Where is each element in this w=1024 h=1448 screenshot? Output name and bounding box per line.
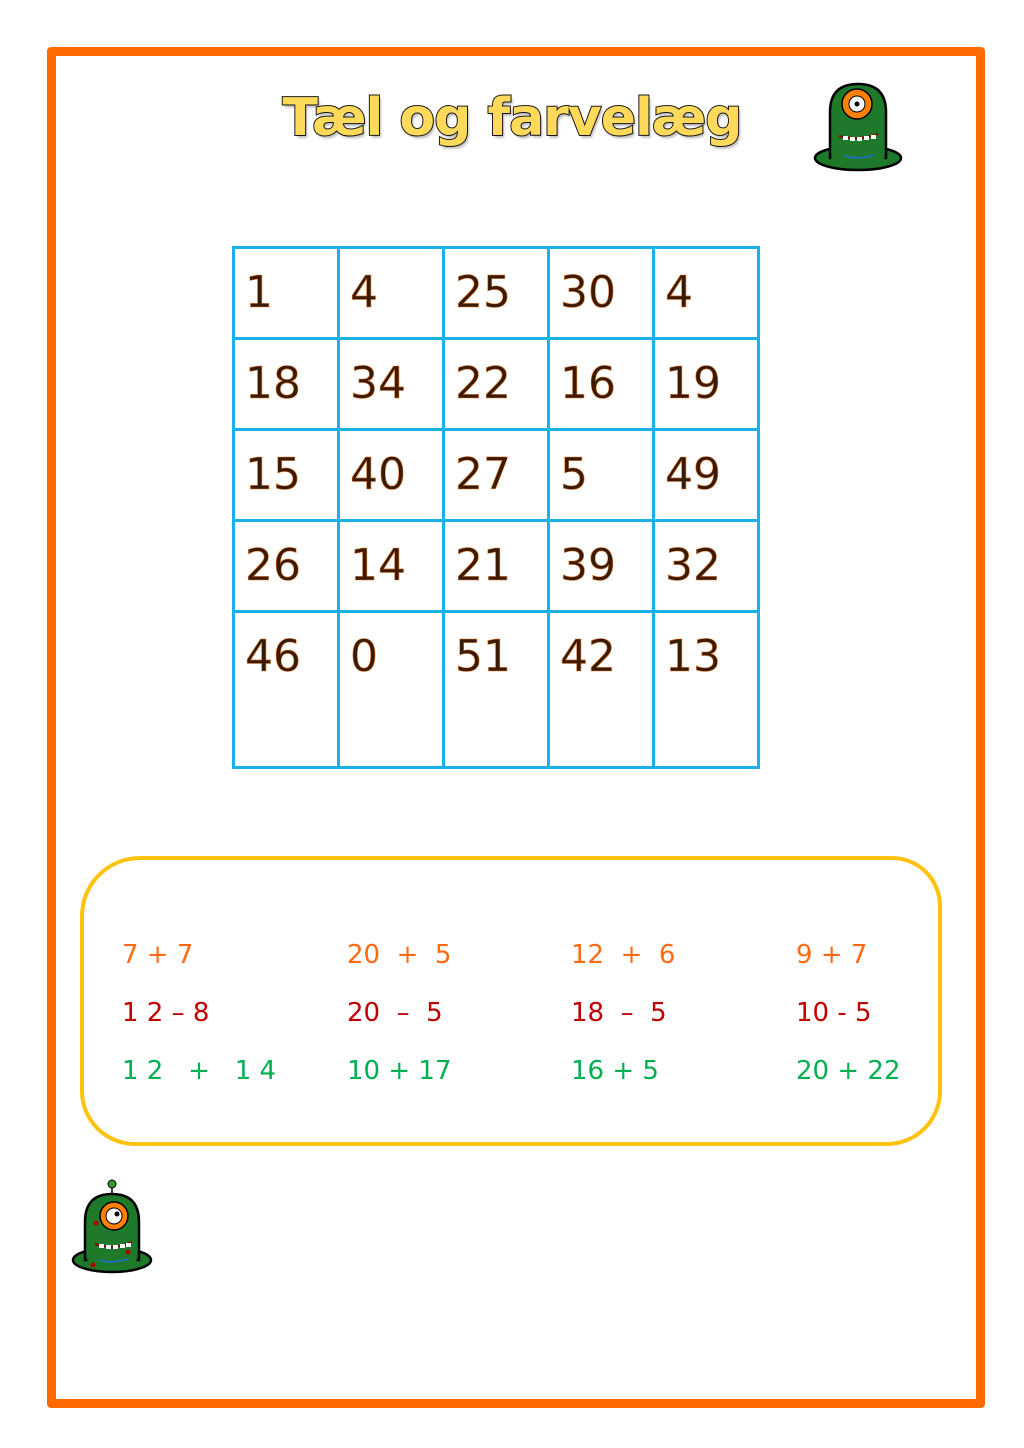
grid-cell[interactable]: 16 [549, 339, 654, 430]
grid-cell[interactable]: 39 [549, 521, 654, 612]
monster-icon [70, 1178, 154, 1276]
grid-cell[interactable]: 46 [234, 612, 339, 768]
task-addition: 9 + 7 [796, 940, 868, 970]
grid-cell[interactable]: 19 [654, 339, 759, 430]
page-title: Tæl og farvelæg [282, 88, 742, 148]
grid-row [234, 248, 759, 339]
monster-icon [812, 78, 904, 174]
task-addition-large: 16 + 5 [571, 1056, 659, 1086]
grid-cell[interactable]: 15 [234, 430, 339, 521]
grid-cell[interactable]: 18 [234, 339, 339, 430]
grid-cell[interactable]: 51 [444, 612, 549, 768]
task-column [796, 935, 900, 1109]
task-column [347, 935, 451, 1109]
task-subtraction: 1 2 – 8 [122, 998, 210, 1028]
grid-cell[interactable]: 32 [654, 521, 759, 612]
task-subtraction: 10 - 5 [796, 998, 872, 1028]
grid-row [234, 612, 759, 768]
grid-row [234, 430, 759, 521]
grid-cell[interactable]: 22 [444, 339, 549, 430]
grid-cell[interactable]: 30 [549, 248, 654, 339]
task-addition: 7 + 7 [122, 940, 194, 970]
grid-cell[interactable]: 5 [549, 430, 654, 521]
task-addition-large: 1 2 + 1 4 [122, 1056, 277, 1086]
grid-row [234, 521, 759, 612]
grid-cell[interactable]: 42 [549, 612, 654, 768]
task-subtraction: 18 – 5 [571, 998, 667, 1028]
task-column [122, 935, 276, 1109]
task-column [571, 935, 675, 1109]
task-addition-large: 10 + 17 [347, 1056, 452, 1086]
grid-cell[interactable]: 40 [339, 430, 444, 521]
grid-row [234, 339, 759, 430]
grid-cell[interactable]: 27 [444, 430, 549, 521]
grid-cell[interactable]: 14 [339, 521, 444, 612]
grid-cell[interactable]: 0 [339, 612, 444, 768]
grid-cell[interactable]: 26 [234, 521, 339, 612]
grid-cell[interactable]: 4 [339, 248, 444, 339]
number-grid [232, 246, 760, 769]
task-addition: 20 + 5 [347, 940, 452, 970]
grid-cell[interactable]: 1 [234, 248, 339, 339]
grid-cell[interactable]: 34 [339, 339, 444, 430]
task-subtraction: 20 – 5 [347, 998, 443, 1028]
grid-cell[interactable]: 21 [444, 521, 549, 612]
task-addition: 12 + 6 [571, 940, 676, 970]
grid-cell[interactable]: 25 [444, 248, 549, 339]
grid-cell[interactable]: 49 [654, 430, 759, 521]
grid-cell[interactable]: 13 [654, 612, 759, 768]
task-addition-large: 20 + 22 [796, 1056, 901, 1086]
grid-cell[interactable]: 4 [654, 248, 759, 339]
